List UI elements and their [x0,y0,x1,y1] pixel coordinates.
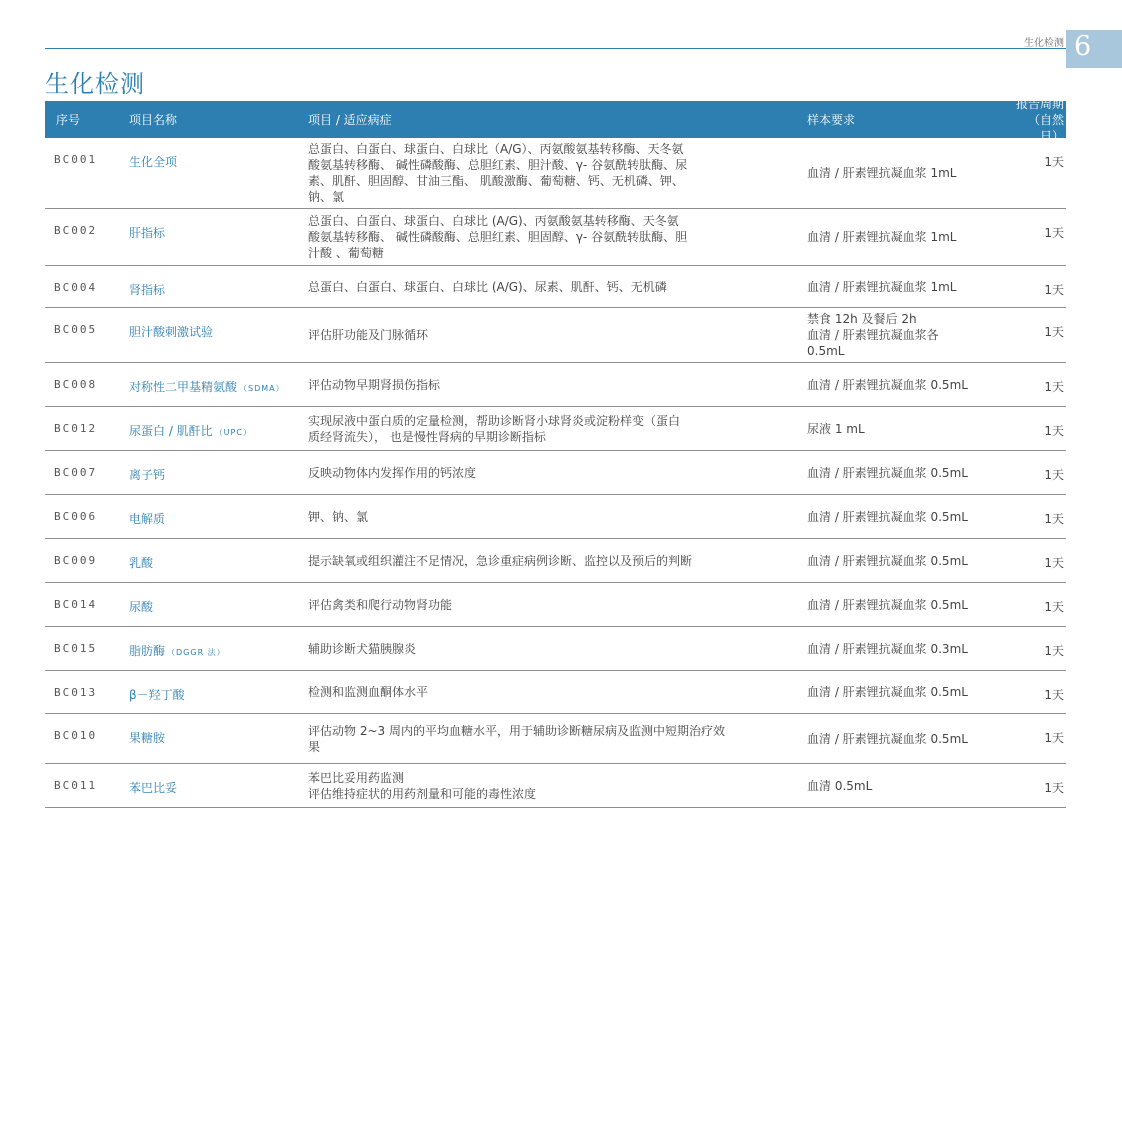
row-items [308,363,807,406]
row-period: 1天 [1044,512,1064,526]
row-name-text: 果糖胺 [129,731,166,745]
row-period: 1天 [1044,731,1064,745]
row-sample: 禁食 12h 及餐后 2h 血清 / 肝素锂抗凝血浆各 0.5mL [807,312,939,358]
row-sample: 血清 / 肝素锂抗凝血浆 1mL [807,279,957,294]
row-sample: 血清 / 肝素锂抗凝血浆 0.5mL [807,685,968,699]
table-row [45,138,1066,209]
table-row [45,407,1066,451]
col-header-period: 报告周期 （自然日） [1015,96,1064,143]
row-sample: 尿液 1 mL [807,421,865,436]
table-body [45,138,1066,808]
table-row [45,627,1066,671]
row-name [129,627,308,670]
row-items-text: 实现尿液中蛋白质的定量检测，帮助诊断肾小球肾炎或淀粉样变（蛋白 质经肾流失）， 也是慢性肾病的早期诊断指标 [308,413,681,444]
col-header-name: 项目名称 [129,113,178,127]
row-name [129,407,308,450]
row-name [129,495,308,538]
row-items-text: 评估动物早期肾损伤指标 [308,377,441,392]
row-sample: 血清 / 肝素锂抗凝血浆 1mL [807,166,957,180]
row-name-suffix: （SDMA） [239,384,285,393]
row-period: 1天 [1044,644,1064,658]
table-row [45,764,1066,808]
row-name [129,671,308,713]
row-period: 1天 [1044,600,1064,614]
row-code: BC012 [54,422,98,435]
row-period: 1天 [1044,781,1064,795]
row-name-suffix: （UPC） [214,428,252,437]
row-items [308,539,807,582]
row-items [308,671,807,713]
row-period: 1天 [1044,556,1064,570]
table-row [45,583,1066,627]
col-header-items: 项目 / 适应病症 [308,113,392,127]
table-row [45,209,1066,266]
row-items-text: 辅助诊断犬猫胰腺炎 [308,641,417,656]
row-period: 1天 [1044,380,1064,394]
table-row [45,308,1066,363]
row-name-text: 苯巴比妥 [129,781,178,795]
row-name-text: 尿酸 [129,600,154,614]
table-row [45,714,1066,764]
row-period: 1天 [1044,155,1064,169]
row-items-text: 反映动物体内发挥作用的钙浓度 [308,465,477,480]
row-code: BC008 [54,378,98,391]
row-period: 1天 [1044,226,1064,240]
row-items-text: 钾、钠、氯 [308,509,369,524]
row-items-text: 总蛋白、白蛋白、球蛋白、白球比 (A/G)、尿素、肌酐、钙、无机磷 [308,279,667,294]
row-sample: 血清 / 肝素锂抗凝血浆 0.5mL [807,377,968,392]
row-code: BC011 [54,779,98,792]
header-rule [45,48,1066,49]
row-period: 1天 [1044,325,1064,339]
col-header-sample: 样本要求 [807,113,856,127]
row-name-text: β－羟丁酸 [129,688,185,702]
col-header-code: 序号 [56,113,81,127]
row-code: BC010 [54,729,98,742]
row-code: BC007 [54,466,98,479]
row-name [129,583,308,626]
row-name-text: 尿蛋白 / 肌酐比 [129,424,213,438]
row-sample: 血清 / 肝素锂抗凝血浆 0.5mL [807,509,968,524]
row-name-text: 对称性二甲基精氨酸 [129,380,238,394]
table-header [45,96,1066,143]
table-row [45,451,1066,495]
row-code: BC005 [54,323,98,336]
row-items [308,138,807,208]
row-items-text: 检测和监测血酮体水平 [308,685,429,699]
row-name [129,539,308,582]
row-code: BC014 [54,598,98,611]
row-items [308,495,807,538]
row-name [129,138,308,208]
table-row [45,539,1066,583]
row-name-text: 脂肪酶 [129,644,166,658]
row-sample: 血清 / 肝素锂抗凝血浆 0.5mL [807,597,968,612]
row-period: 1天 [1044,468,1064,482]
row-period: 1天 [1044,283,1064,297]
row-items-text: 评估肝功能及门脉循环 [308,328,429,342]
row-items-text: 提示缺氧或组织灌注不足情况，急诊重症病例诊断、监控以及预后的判断 [308,553,693,568]
row-name [129,714,308,763]
row-code: BC006 [54,510,98,523]
row-name [129,209,308,265]
row-items-text: 总蛋白、白蛋白、球蛋白、白球比（A/G）、丙氨酸氨基转移酶、天冬氨 酸氨基转移酶、 碱性磷酸酶、总胆红素、胆汁酸、γ- 谷氨酰转肽酶、尿 素、肌酐、胆固醇、甘油三酯、 肌酸激酶、葡萄糖、钙、无机磷、钾、 钠、氯 [308,142,688,204]
row-sample: 血清 / 肝素锂抗凝血浆 0.5mL [807,553,968,568]
row-name [129,363,308,406]
row-code: BC015 [54,642,98,655]
row-name-text: 胆汁酸刺激试验 [129,325,214,339]
row-items-text: 评估禽类和爬行动物肾功能 [308,597,453,612]
row-name [129,764,308,807]
row-name-text: 肾指标 [129,283,166,297]
row-items [308,451,807,494]
row-period: 1天 [1044,424,1064,438]
row-name [129,451,308,494]
row-name-text: 肝指标 [129,226,166,240]
row-name-text: 生化全项 [129,155,178,169]
row-items [308,209,807,265]
row-sample: 血清 0.5mL [807,778,873,793]
row-items [308,308,807,362]
row-items [308,627,807,670]
table-row [45,266,1066,308]
row-items-text: 苯巴比妥用药监测 评估维持症状的用药剂量和可能的毒性浓度 [308,770,537,801]
row-name [129,308,308,362]
row-items [308,583,807,626]
row-items [308,714,807,763]
row-items [308,764,807,807]
row-items [308,407,807,450]
page-number-tab: 6 [1066,30,1122,68]
test-items-table [45,96,1066,808]
table-row [45,363,1066,407]
row-name-suffix: （DGGR 法） [167,648,226,657]
row-name-text: 乳酸 [129,556,154,570]
row-sample: 血清 / 肝素锂抗凝血浆 0.3mL [807,641,968,656]
row-period: 1天 [1044,688,1064,702]
table-row [45,671,1066,714]
row-sample: 血清 / 肝素锂抗凝血浆 0.5mL [807,731,968,746]
row-items-text: 评估动物 2~3 周内的平均血糖水平，用于辅助诊断糖尿病及监测中短期治疗效 果 [308,723,725,754]
row-name [129,266,308,307]
row-code: BC002 [54,224,98,237]
row-code: BC001 [54,153,98,166]
row-code: BC013 [54,686,98,699]
table-row [45,495,1066,539]
row-items-text: 总蛋白、白蛋白、球蛋白、白球比 (A/G)、丙氨酸氨基转移酶、天冬氨 酸氨基转移酶、 碱性磷酸酶、总胆红素、胆固醇、γ- 谷氨酰转肽酶、胆 汁酸 、葡萄糖 [308,214,688,260]
row-code: BC004 [54,281,98,294]
row-name-text: 离子钙 [129,468,166,482]
section-label: 生化检测 [1024,38,1064,49]
page-title: 生化检测 [45,70,145,98]
row-items [308,266,807,307]
row-code: BC009 [54,554,98,567]
row-sample: 血清 / 肝素锂抗凝血浆 1mL [807,230,957,244]
row-name-text: 电解质 [129,512,166,526]
row-sample: 血清 / 肝素锂抗凝血浆 0.5mL [807,465,968,480]
